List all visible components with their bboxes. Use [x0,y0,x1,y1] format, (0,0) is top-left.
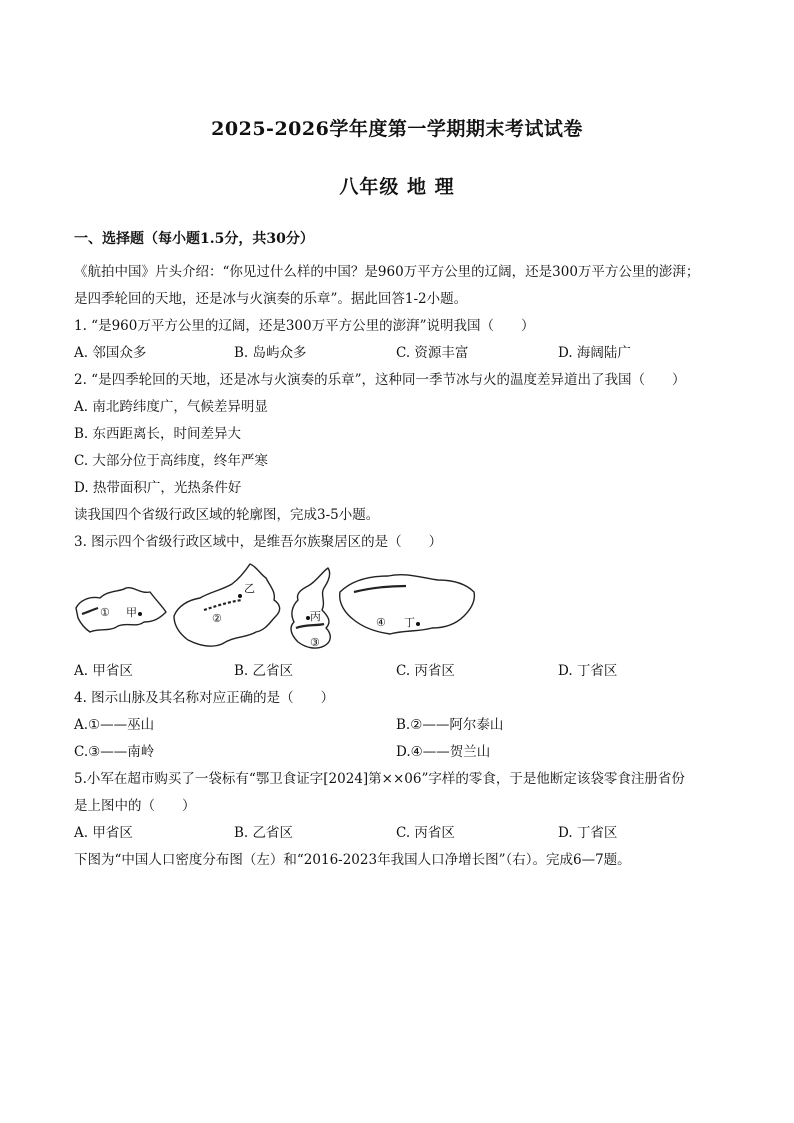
question-5-line-1: 5.小军在超市购买了一袋标有“鄂卫食证字[2024]第××06”字样的零食，于是他断定该袋零食注册省份 [74,771,685,787]
question-3-stem: 3. 图示四个省级行政区域中，是维吾尔族聚居区的是（ ） [74,534,443,550]
map-label-4: ④ [376,616,386,629]
intro-population-figures: 下图为“中国人口密度分布图（左）和“2016-2023年我国人口净增长图”（右）。完成6—7题。 [74,852,631,868]
province-outline-maps [70,562,480,662]
map-label-3: ③ [310,636,320,649]
map-jia-outline [76,588,166,632]
q1-option-c: C. 资源丰富 [396,345,469,361]
intro-maps: 读我国四个省级行政区域的轮廓图，完成3-5小题。 [74,507,380,523]
q5-option-c: C. 丙省区 [396,825,455,841]
map-label-jia: 甲 [126,606,137,619]
q5-option-b: B. 乙省区 [234,825,294,841]
map-bing-mountain [296,624,324,628]
question-1-stem: 1. “是960万平方公里的辽阔，还是300万平方公里的澎湃”说明我国（ ） [74,318,535,334]
map-jia-mountain [82,608,98,614]
map-label-bing: 丙 [310,610,321,623]
q3-option-b: B. 乙省区 [234,663,294,679]
map-ding-mountain [354,586,406,592]
q2-option-d: D. 热带面积广，光热条件好 [74,480,242,496]
q1-option-a: A. 邻国众多 [74,345,147,361]
map-label-ding: 丁 [404,616,415,629]
question-2-stem: 2. “是四季轮回的天地，还是冰与火演奏的乐章”，这种同一季节冰与火的温度差异道出了我国（ ） [74,372,686,388]
q1-option-b: B. 岛屿众多 [234,345,307,361]
map-label-yi: 乙 [244,582,255,595]
question-5-line-2: 是上图中的（ ） [74,798,196,814]
q4-option-b: B.②——阿尔泰山 [396,717,504,733]
map-yi-mountain [204,600,242,610]
question-4-stem: 4. 图示山脉及其名称对应正确的是（ ） [74,690,335,706]
exam-title: 2025-2026学年度第一学期期末考试试卷 [211,118,583,140]
q2-option-a: A. 南北跨纬度广，气候差异明显 [74,399,268,415]
q4-option-a: A.①——巫山 [74,717,155,733]
map-label-1: ① [100,606,110,619]
q4-option-d: D.④——贺兰山 [396,744,491,760]
intro-line-2: 是四季轮回的天地，还是冰与火演奏的乐章”。据此回答1-2小题。 [74,291,468,307]
q3-option-a: A. 甲省区 [74,663,133,679]
q5-option-a: A. 甲省区 [74,825,133,841]
exam-subtitle: 八年级 地 理 [339,176,455,198]
section-heading: 一、选择题（每小题1.5分，共30分） [74,231,314,247]
q2-option-b: B. 东西距离长，时间差异大 [74,426,242,442]
map-label-2: ② [212,612,222,625]
q1-option-d: D. 海阔陆广 [558,345,631,361]
map-yi-outline [174,564,280,646]
q5-option-d: D. 丁省区 [558,825,618,841]
q2-option-c: C. 大部分位于高纬度，终年严寒 [74,453,268,469]
intro-line-1: 《航拍中国》片头介绍：“你见过什么样的中国？是960万平方公里的辽阔，还是300万平方公里的澎湃； [74,264,700,280]
q3-option-c: C. 丙省区 [396,663,455,679]
q3-option-d: D. 丁省区 [558,663,618,679]
q4-option-c: C.③——南岭 [74,744,155,760]
